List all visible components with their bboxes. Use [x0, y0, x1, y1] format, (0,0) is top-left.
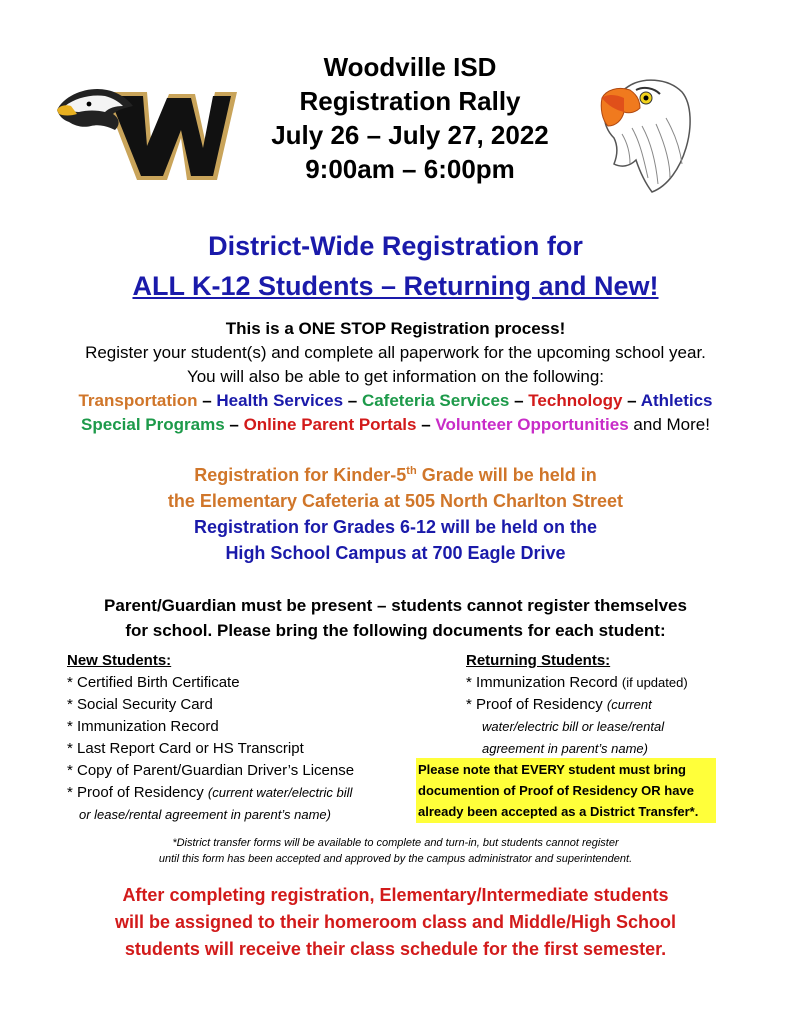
event-name: Registration Rally: [299, 86, 521, 116]
subtitle-line1: District-Wide Registration for: [208, 231, 583, 261]
returning-students-header: Returning Students:: [466, 652, 611, 669]
one-stop-line: This is a ONE STOP Registration process!: [225, 319, 566, 338]
register-line: Register your student(s) and complete all paperwork for the upcoming school year.: [85, 343, 706, 362]
highlight-line2: documention of Proof of Residency OR have: [418, 783, 694, 798]
service-special-programs: Special Programs: [81, 415, 225, 434]
elementary-text-a: Registration for Kinder-5: [194, 465, 407, 485]
separator: –: [509, 391, 529, 410]
intro-section: [30, 317, 761, 437]
list-item: [466, 694, 766, 716]
immunization-label: * Immunization Record: [466, 674, 622, 691]
elementary-line1: [30, 462, 761, 488]
returning-students-list: [466, 650, 766, 760]
new-students-list: [67, 650, 407, 826]
footnote-line2: until this form has been accepted and approved by the campus administrator and superintendent.: [158, 853, 633, 865]
list-item: * Copy of Parent/Guardian Driver’s License: [67, 762, 355, 779]
superscript-th: th: [406, 465, 417, 477]
closing-line1: After completing registration, Elementary/Intermediate students: [122, 885, 669, 905]
transfer-footnote: [40, 835, 751, 867]
closing-note: [40, 882, 751, 963]
and-more: and More!: [628, 415, 710, 434]
closing-line2: will be assigned to their homeroom class and Middle/High School: [114, 912, 677, 932]
footnote-line1: *District transfer forms will be available to complete and turn-in, but students cannot register: [172, 837, 619, 849]
services-row-1: [30, 389, 761, 413]
list-item: [466, 672, 766, 694]
subtitle-line2: ALL K-12 Students – Returning and New!: [132, 271, 659, 301]
residency-label: * Proof of Residency: [67, 784, 208, 801]
residency-note-cont: agreement in parent’s name): [482, 741, 648, 756]
separator: –: [416, 415, 436, 434]
closing-line3: students will receive their class schedule for the first semester.: [124, 939, 667, 959]
subtitle: [40, 226, 751, 306]
elementary-line2: the Elementary Cafeteria at 505 North Charlton Street: [167, 491, 624, 511]
residency-highlight-note: [416, 758, 716, 823]
separator: –: [343, 391, 362, 410]
list-item: * Social Security Card: [67, 696, 213, 713]
info-line: You will also be able to get information on the following:: [186, 367, 605, 386]
residency-note-cont: water/electric bill or lease/rental: [482, 719, 665, 734]
service-volunteer: Volunteer Opportunities: [435, 415, 629, 434]
highschool-line2: High School Campus at 700 Eagle Drive: [225, 543, 566, 563]
parent-note: [30, 593, 761, 643]
residency-note: (current water/electric bill: [207, 785, 353, 800]
parent-note-line2: for school. Please bring the following documents for each student:: [125, 621, 666, 640]
list-item: * Certified Birth Certificate: [67, 674, 240, 691]
separator: –: [197, 391, 217, 410]
service-parent-portals: Online Parent Portals: [243, 415, 417, 434]
services-row-2: [30, 413, 761, 437]
service-technology: Technology: [528, 391, 623, 410]
service-cafeteria: Cafeteria Services: [361, 391, 510, 410]
highlight-line1: Please note that EVERY student must bring: [418, 762, 686, 777]
list-item: * Last Report Card or HS Transcript: [67, 740, 304, 757]
immunization-note: (if updated): [621, 675, 688, 690]
separator: –: [622, 391, 641, 410]
residency-note-cont: or lease/rental agreement in parent’s name): [79, 807, 331, 822]
highschool-line1: Registration for Grades 6-12 will be held on the: [193, 517, 598, 537]
elementary-text-b: Grade will be held in: [416, 465, 597, 485]
new-students-header: New Students:: [67, 652, 172, 669]
residency-label: * Proof of Residency: [466, 696, 607, 713]
parent-note-line1: Parent/Guardian must be present – students cannot register themselves: [104, 596, 687, 615]
event-hours: 9:00am – 6:00pm: [305, 154, 515, 184]
service-health: Health Services: [216, 391, 344, 410]
list-item-residency: [67, 782, 407, 804]
service-athletics: Athletics: [640, 391, 713, 410]
service-transportation: Transportation: [78, 391, 198, 410]
district-name: Woodville ISD: [323, 52, 497, 82]
highlight-line3: already been accepted as a District Transfer*.: [418, 804, 699, 819]
header-title: [200, 50, 620, 186]
separator: –: [224, 415, 244, 434]
locations-section: [30, 462, 761, 566]
list-item: * Immunization Record: [67, 718, 219, 735]
event-dates: July 26 – July 27, 2022: [271, 120, 549, 150]
residency-note: (current: [606, 697, 652, 712]
